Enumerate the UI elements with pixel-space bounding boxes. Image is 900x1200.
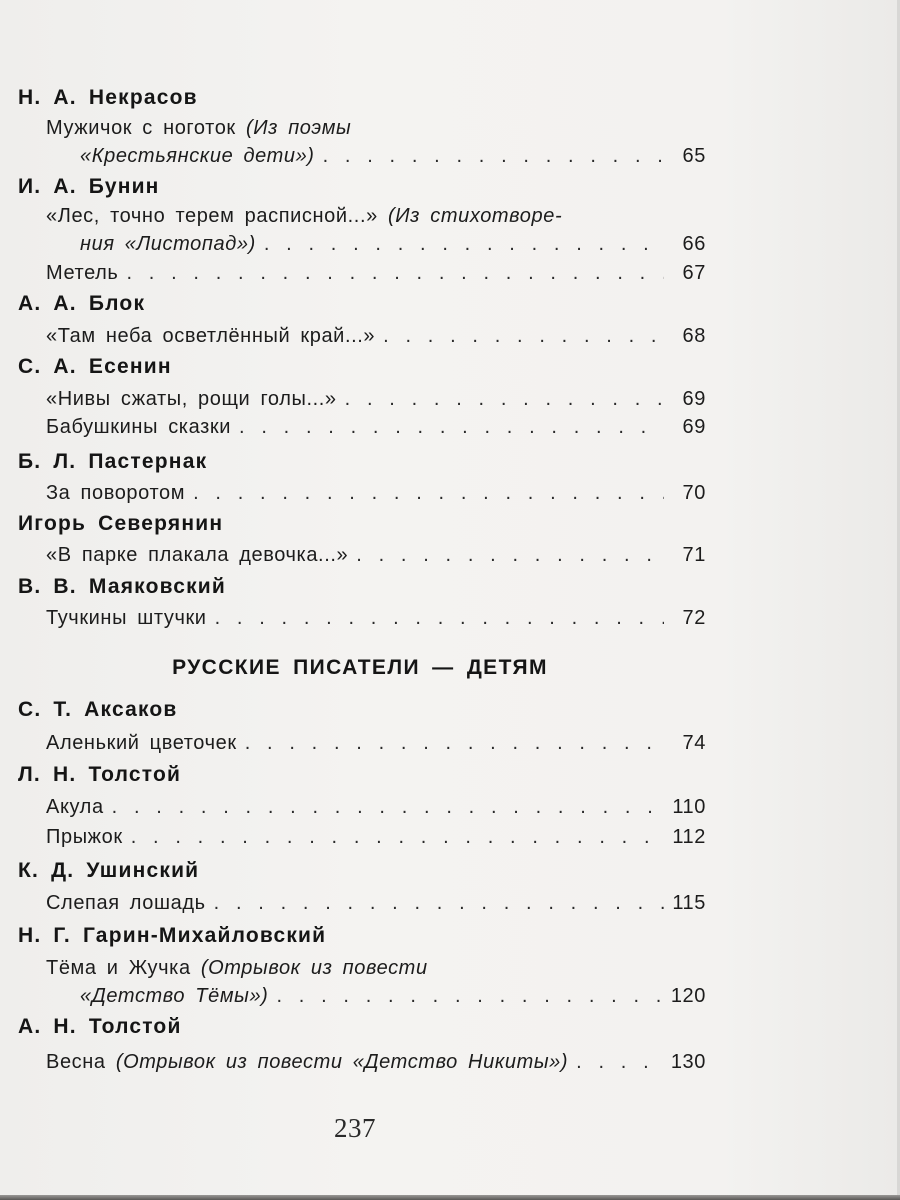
leader-dots [131,826,664,849]
author-aksakov: С. Т. Аксаков [18,698,178,721]
page-number: 67 [682,262,706,284]
work-title: «В парке плакала девочка...» [46,544,349,566]
work-title: «Нивы сжаты, рощи голы...» [46,388,337,410]
page-number: 68 [682,325,706,347]
page-number: 72 [682,607,706,629]
work-title: Прыжок [46,826,123,848]
toc-entry[interactable] [46,1051,706,1077]
page-number: 66 [682,233,706,255]
toc-entry-title [46,117,351,140]
page-number: 69 [682,416,706,438]
toc-entry[interactable] [46,826,706,852]
work-title: Акула [46,796,104,818]
author-garin-mikhailovsky: Н. Г. Гарин-Михайловский [18,924,327,947]
work-title: Метель [46,262,119,284]
work-title: Тучкины штучки [46,607,207,629]
author-l-tolstoy: Л. Н. Толстой [18,763,182,786]
toc-entry[interactable] [46,607,706,633]
toc-entry[interactable] [46,796,706,822]
leader-dots [214,892,664,915]
leader-dots [245,732,664,755]
page-number: 74 [682,732,706,754]
work-subtitle: (Отрывок из повести «Детство Никиты») [115,1051,569,1073]
leader-dots [264,233,664,256]
work-title: «Лес, точно терем расписной...» [46,205,378,227]
toc-entry[interactable] [46,325,706,351]
page-number: 112 [672,826,706,848]
author-ushinsky: К. Д. Ушинский [18,859,200,882]
toc-entry[interactable] [80,145,706,171]
toc-entry[interactable] [46,732,706,758]
author-severyanin: Игорь Северянин [18,512,224,535]
toc-entry[interactable] [46,416,706,442]
page-number: 65 [682,145,706,167]
author-esenin: С. А. Есенин [18,355,172,378]
toc-entry[interactable] [80,985,706,1011]
toc-entry[interactable] [80,233,706,259]
work-title: За поворотом [46,482,186,504]
leader-dots [239,416,664,439]
page-number: 110 [672,796,706,818]
work-subtitle: (Из стихотворе- [388,205,563,227]
toc-entry[interactable] [46,262,706,288]
page-number: 115 [672,892,706,914]
toc-entry-title [46,205,562,228]
page-number: 70 [682,482,706,504]
leader-dots [383,325,664,348]
section-title: РУССКИЕ ПИСАТЕЛИ — ДЕТЯМ [172,656,548,679]
leader-dots [576,1051,664,1074]
work-title: «Там неба осветлённый край...» [46,325,376,347]
work-subtitle: «Крестьянские дети») [80,145,315,167]
leader-dots [345,388,664,411]
work-title: Мужичок с ноготок [46,117,236,139]
section-heading [0,656,720,680]
author-bunin: И. А. Бунин [18,175,160,198]
author-nekrasov: Н. А. Некрасов [18,86,198,109]
leader-dots [193,482,664,505]
page-number: 120 [670,985,706,1007]
page-number: 71 [682,544,706,566]
work-title: Тёма и Жучка [46,957,191,979]
work-title: Бабушкины сказки [46,416,231,438]
leader-dots [126,262,664,285]
toc-entry[interactable] [46,892,706,918]
author-blok: А. А. Блок [18,292,146,315]
toc-entry-title [46,957,428,980]
work-subtitle: (Из поэмы [245,117,352,139]
work-subtitle: «Детство Тёмы») [80,985,269,1007]
toc-entry[interactable] [46,388,706,414]
leader-dots [112,796,664,819]
toc-entry[interactable] [46,544,706,570]
author-mayakovsky: В. В. Маяковский [18,575,227,598]
leader-dots [323,145,664,168]
page-bottom-edge [0,1195,900,1200]
page-number: 69 [682,388,706,410]
page-folio-number: 237 [334,1113,376,1143]
page-number: 130 [670,1051,706,1073]
author-pasternak: Б. Л. Пастернак [18,450,208,473]
work-subtitle: (Отрывок из повести [200,957,428,979]
work-subtitle: ния «Листопад») [80,233,256,255]
work-title: Слепая лошадь [46,892,206,914]
work-title: Аленький цветочек [46,732,237,754]
leader-dots [356,544,664,567]
leader-dots [276,985,664,1008]
toc-entry[interactable] [46,482,706,508]
leader-dots [215,607,664,630]
author-a-tolstoy: А. Н. Толстой [18,1015,182,1038]
work-title: Весна [46,1051,106,1073]
